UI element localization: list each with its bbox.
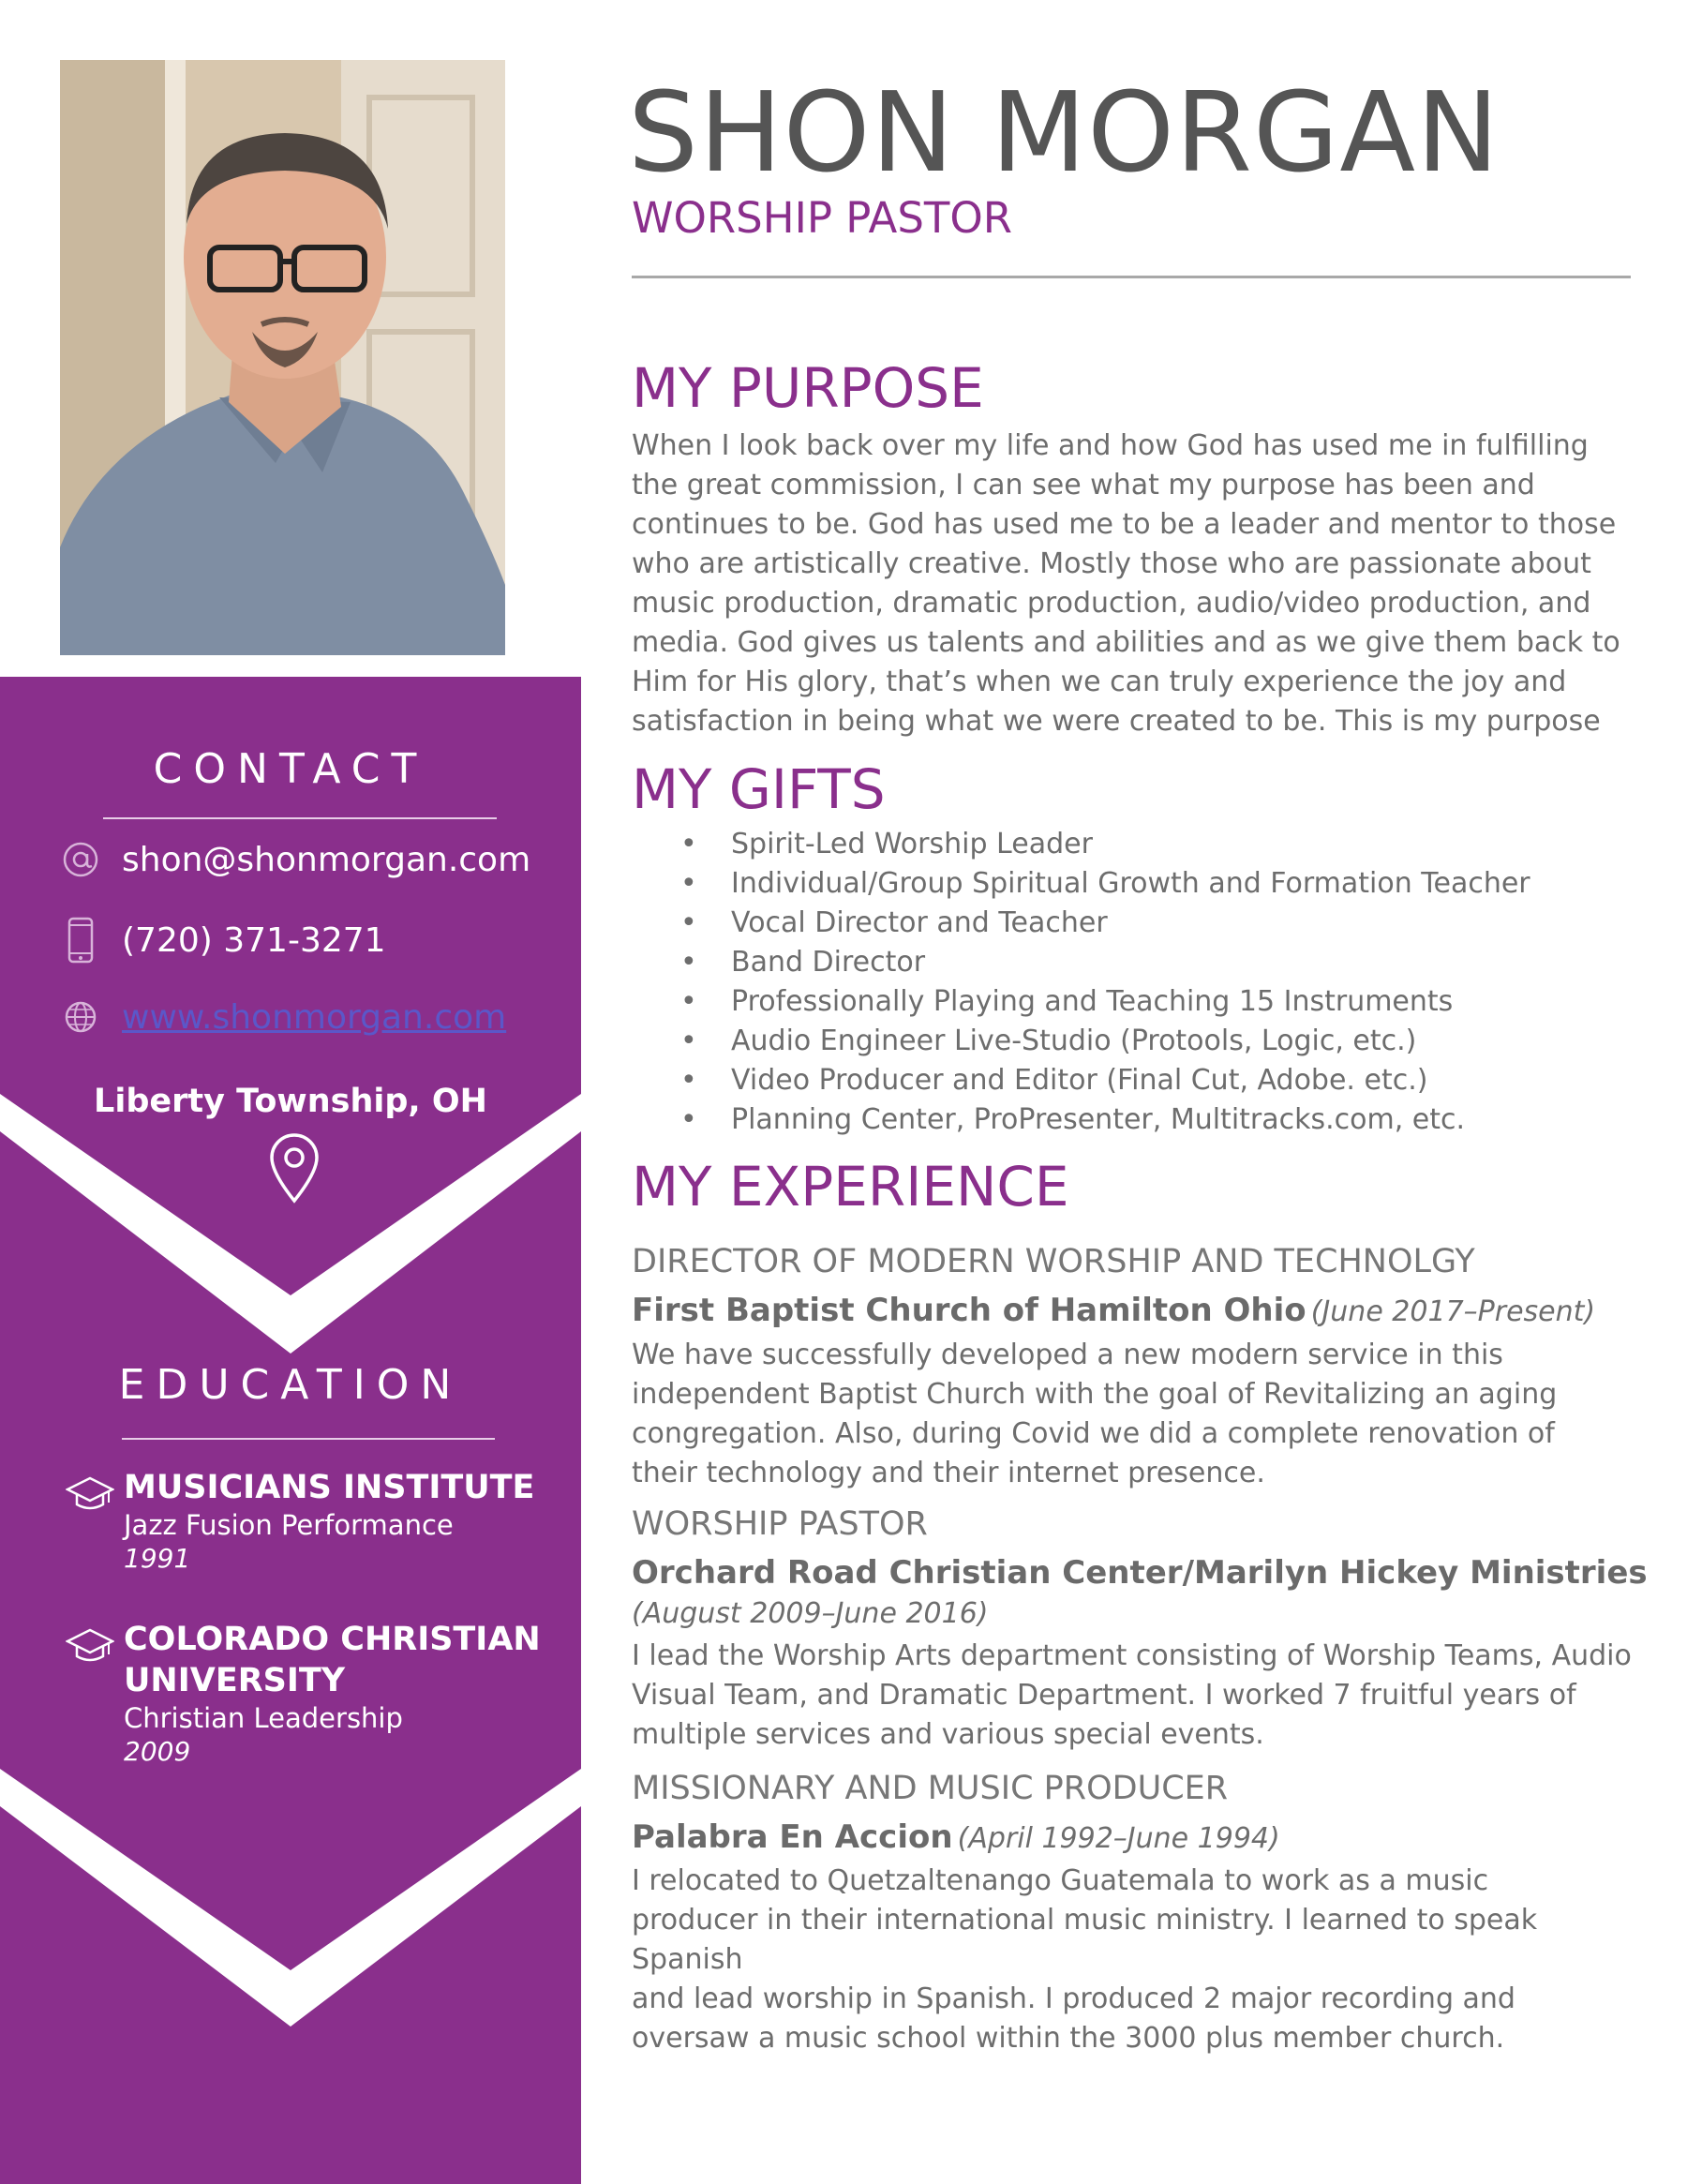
contact-email-row <box>60 836 530 883</box>
job-dates: (June 2017–Present) <box>1310 1295 1596 1328</box>
job-description <box>632 1637 1644 1755</box>
list-item <box>632 864 1530 904</box>
globe-icon <box>60 994 101 1040</box>
smartphone-icon <box>60 917 101 964</box>
gift-text: Spirit-Led Worship Leader <box>731 828 1093 860</box>
job-org: Orchard Road Christian Center/Marilyn Hickey Ministries <box>632 1554 1648 1592</box>
purpose-line: Him for His glory, that’s when we can truly experience the joy and <box>632 666 1567 698</box>
job-org-line <box>632 1292 1595 1329</box>
education-item-2 <box>66 1619 553 1769</box>
gifts-title: MY GIFTS <box>632 757 886 821</box>
graduation-cap-icon <box>66 1474 114 1519</box>
contact-phone[interactable]: (720) 371-3271 <box>122 920 386 960</box>
job-line: and lead worship in Spanish. I produced 2 major recording and <box>632 1982 1515 2015</box>
job-org: First Baptist Church of Hamilton Ohio <box>632 1292 1306 1329</box>
job-org-line <box>632 1818 1280 1856</box>
job-line: We have successfully developed a new modern service in this <box>632 1339 1503 1371</box>
education-school-line-2: UNIVERSITY <box>124 1662 346 1699</box>
map-pin-icon <box>266 1129 322 1208</box>
gift-text: Professionally Playing and Teaching 15 Instruments <box>731 985 1454 1018</box>
purpose-line: continues to be. God has used me to be a leader and mentor to those <box>632 508 1617 541</box>
purpose-title: MY PURPOSE <box>632 356 984 420</box>
bullet-icon: • <box>680 946 697 979</box>
education-heading: EDUCATION <box>118 1361 463 1409</box>
job-line: I relocated to Quetzaltenango Guatemala to work as a music <box>632 1864 1489 1897</box>
job-line: producer in their international music ministry. I learned to speak Spanish <box>632 1904 1538 1976</box>
gift-text: Vocal Director and Teacher <box>731 906 1108 939</box>
contact-phone-row <box>60 917 386 964</box>
gift-text: Video Producer and Editor (Final Cut, Adobe. etc.) <box>731 1064 1428 1097</box>
job-line: independent Baptist Church with the goal of Revitalizing an aging <box>632 1378 1558 1411</box>
bullet-icon: • <box>680 1103 697 1136</box>
job-dates: (August 2009–June 2016) <box>632 1597 989 1630</box>
gift-text: Band Director <box>731 946 926 979</box>
job-title: MISSIONARY AND MUSIC PRODUCER <box>632 1770 1229 1807</box>
list-item <box>632 904 1530 943</box>
contact-divider <box>103 817 497 819</box>
at-sign-icon <box>60 836 101 883</box>
job-title: WORSHIP PASTOR <box>632 1505 928 1543</box>
chevron-dividers <box>0 677 581 2184</box>
purpose-line: media. God gives us talents and abilities and as we give them back to <box>632 626 1620 659</box>
education-year: 1991 <box>124 1543 191 1574</box>
header-divider <box>632 276 1631 278</box>
education-school: MUSICIANS INSTITUTE <box>124 1469 535 1506</box>
contact-website-link[interactable]: www.shonmorgan.com <box>122 997 507 1037</box>
education-divider <box>122 1438 495 1440</box>
job-line: I lead the Worship Arts department consisting of Worship Teams, Audio <box>632 1639 1632 1672</box>
job-line: their technology and their internet presence. <box>632 1457 1265 1489</box>
resume-role: WORSHIP PASTOR <box>632 193 1013 243</box>
purpose-line: When I look back over my life and how God has used me in fulfilling <box>632 429 1589 462</box>
education-program: Jazz Fusion Performance <box>124 1509 454 1541</box>
purpose-line: the great commission, I can see what my purpose has been and <box>632 469 1535 501</box>
gifts-list <box>632 825 1530 1140</box>
profile-photo <box>60 60 505 655</box>
purpose-line: who are artistically creative. Mostly those who are passionate about <box>632 547 1591 580</box>
purpose-paragraph <box>632 426 1644 741</box>
job-line: oversaw a music school within the 3000 plus member church. <box>632 2022 1505 2055</box>
education-item-1 <box>66 1467 553 1576</box>
bullet-icon: • <box>680 828 697 860</box>
bullet-icon: • <box>680 906 697 939</box>
contact-email[interactable]: shon@shonmorgan.com <box>122 840 531 879</box>
job-dates: (April 1992–June 1994) <box>957 1822 1280 1855</box>
gift-text: Audio Engineer Live-Studio (Protools, Logic, etc.) <box>731 1025 1417 1057</box>
gift-text: Planning Center, ProPresenter, Multitracks.com, etc. <box>731 1103 1466 1136</box>
bullet-icon: • <box>680 867 697 900</box>
bullet-icon: • <box>680 985 697 1018</box>
graduation-cap-icon <box>66 1626 114 1671</box>
list-item <box>632 1100 1530 1140</box>
contact-heading: CONTACT <box>153 745 428 793</box>
job-title: DIRECTOR OF MODERN WORSHIP AND TECHNOLGY <box>632 1243 1475 1280</box>
location-text: Liberty Township, OH <box>94 1083 487 1120</box>
purpose-line: satisfaction in being what we were created to be. This is my purpose <box>632 705 1601 738</box>
list-item <box>632 982 1530 1022</box>
job-org: Palabra En Accion <box>632 1818 953 1856</box>
list-item <box>632 1061 1530 1100</box>
experience-title: MY EXPERIENCE <box>632 1155 1069 1219</box>
job-line: congregation. Also, during Covid we did a complete renovation of <box>632 1417 1555 1450</box>
bullet-icon: • <box>680 1064 697 1097</box>
contact-website-row <box>60 994 506 1040</box>
education-year: 2009 <box>124 1736 191 1767</box>
job-line: Visual Team, and Dramatic Department. I worked 7 fruitful years of <box>632 1679 1576 1712</box>
job-line: multiple services and various special events. <box>632 1718 1264 1751</box>
list-item <box>632 943 1530 982</box>
job-description <box>632 1336 1644 1493</box>
education-school-line-1: COLORADO CHRISTIAN <box>124 1621 541 1658</box>
list-item <box>632 825 1530 864</box>
education-program: Christian Leadership <box>124 1702 403 1734</box>
resume-name: SHON MORGAN <box>628 67 1500 197</box>
sidebar <box>0 677 581 2184</box>
bullet-icon: • <box>680 1025 697 1057</box>
purpose-line: music production, dramatic production, audio/video production, and <box>632 587 1591 620</box>
list-item <box>632 1022 1530 1061</box>
gift-text: Individual/Group Spiritual Growth and Formation Teacher <box>731 867 1530 900</box>
job-org-line <box>632 1554 1648 1592</box>
job-description <box>632 1862 1644 2058</box>
